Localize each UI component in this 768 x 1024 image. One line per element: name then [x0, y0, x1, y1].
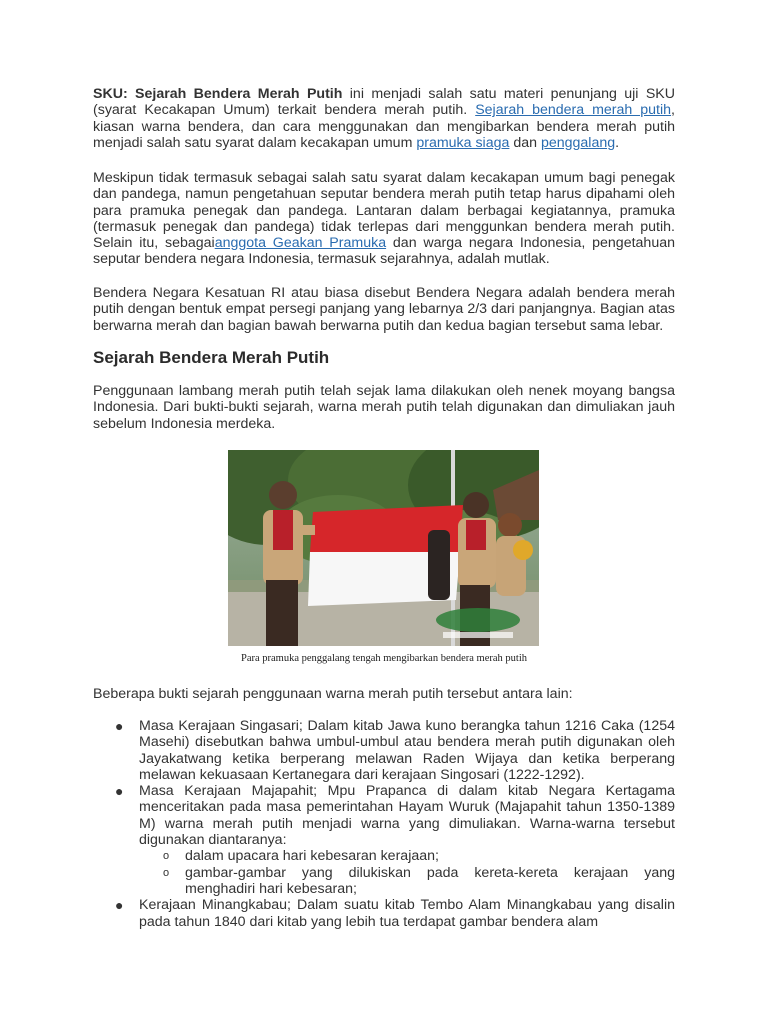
bullet-icon: ●: [115, 783, 124, 800]
paragraph-5: Beberapa bukti sejarah penggunaan warna merah putih tersebut antara lain:: [93, 686, 573, 702]
section-heading: Sejarah Bendera Merah Putih: [93, 348, 330, 367]
link-penggalang[interactable]: penggalang: [540, 134, 616, 151]
para2-text-1: Meskipun tidak termasuk sebagai salah satu syarat dalam kecakapan umum bagi penegak dan pandega, namun pengetahuan seputar bendera merah putih tetap harus dipahami oleh para pramuka penegak dan pandega. Lantaran dalam berbagai kegiatannya, pramuka (termasuk penegak dan pandega) tidak terlepas dari menggunkan bendera merah putih. Selain itu, sebagai: [93, 170, 675, 252]
link-anggota-gerakan-pramuka[interactable]: anggota Geakan Pramuka: [214, 235, 387, 252]
sub-list-item-text: dalam upacara hari kebesaran kerajaan;: [185, 848, 439, 865]
intro-bold-title: SKU: Sejarah Bendera Merah Putih: [93, 86, 343, 102]
list-item-text: Kerajaan Minangkabau; Dalam suatu kitab Tembo Alam Minangkabau yang disalin pada tahun 1840 dari kitab yang lebih tua terdapat gambar bendera alam: [139, 897, 675, 930]
paragraph-4: Penggunaan lambang merah putih telah sejak lama dilakukan oleh nenek moyang bangsa Indonesia. Dari bukti-bukti sejarah, warna merah putih telah digunakan dan dimuliakan jauh sebelum Indonesia merdeka.: [93, 383, 675, 432]
intro-text-2: , kiasan warna bendera, dan cara menggunakan dan mengibarkan bendera merah putih menjadi salah satu syarat dalam kecakapan umum: [93, 102, 675, 151]
sub-list-item-text: gambar-gambar yang dilukiskan pada kereta-kereta kerajaan yang menghadiri hari kebesaran;: [185, 864, 675, 897]
intro-text-1: ini menjadi salah satu materi penunjang uji SKU (syarat Kecakapan Umum) terkait bendera merah putih.: [93, 86, 675, 119]
sub-list-item: [139, 865, 675, 898]
sub-list-item: [139, 848, 675, 864]
paragraph-2: [93, 170, 675, 268]
list-item: [93, 718, 675, 783]
flag-raising-photo: [228, 450, 539, 646]
list-item-text: Masa Kerajaan Singasari; Dalam kitab Jawa kuno berangka tahun 1216 Caka (1254 Masehi) disebutkan bahwa umbul-umbul atau bendera merah putih digunakan oleh Jayakatwang ketika berperang melawan Raden Wijaya dan ketika berperang melawan kekuasaan Kertanegara dari kerajaan Singosari (1222-1292).: [139, 718, 675, 783]
link-pramuka-siaga[interactable]: pramuka siaga: [416, 134, 510, 151]
paragraph-3: Bendera Negara Kesatuan RI atau biasa disebut Bendera Negara adalah bendera merah putih dengan bentuk empat persegi panjang yang lebarnya 2/3 dari panjangnya. Bagian atas berwarna merah dan bagian bawah berwarna putih dan kedua bagian tersebut sama lebar.: [93, 285, 675, 334]
list-item: [93, 783, 675, 897]
para2-text-2: dan warga negara Indonesia, pengetahuan seputar bendera negara Indonesia, termasuk sejarahnya, adalah mutlak.: [93, 235, 675, 268]
list-item: [93, 897, 675, 930]
intro-text-4: .: [615, 134, 620, 151]
sub-list: [139, 848, 675, 897]
circle-bullet-icon: o: [163, 866, 170, 879]
bullet-icon: ●: [115, 718, 124, 734]
list-item-text: Masa Kerajaan Majapahit; Mpu Prapanca di dalam kitab Negara Kertagama menceritakan pada masa pemerintahan Hayam Wuruk (Majapahit tahun 1350-1389 M) warna merah putih menjadi warna yang dimuliakan. Warna-warna tersebut digunakan diantaranya:: [139, 783, 675, 849]
link-sejarah-bendera[interactable]: Sejarah bendera merah putih: [475, 102, 672, 119]
intro-paragraph: [93, 86, 675, 151]
intro-text-3: dan: [509, 134, 541, 151]
circle-bullet-icon: o: [163, 850, 170, 863]
photo-caption: Para pramuka penggalang tengah mengibarkan bendera merah putih: [240, 653, 527, 664]
bullet-icon: ●: [115, 897, 124, 914]
history-list: [93, 718, 675, 930]
